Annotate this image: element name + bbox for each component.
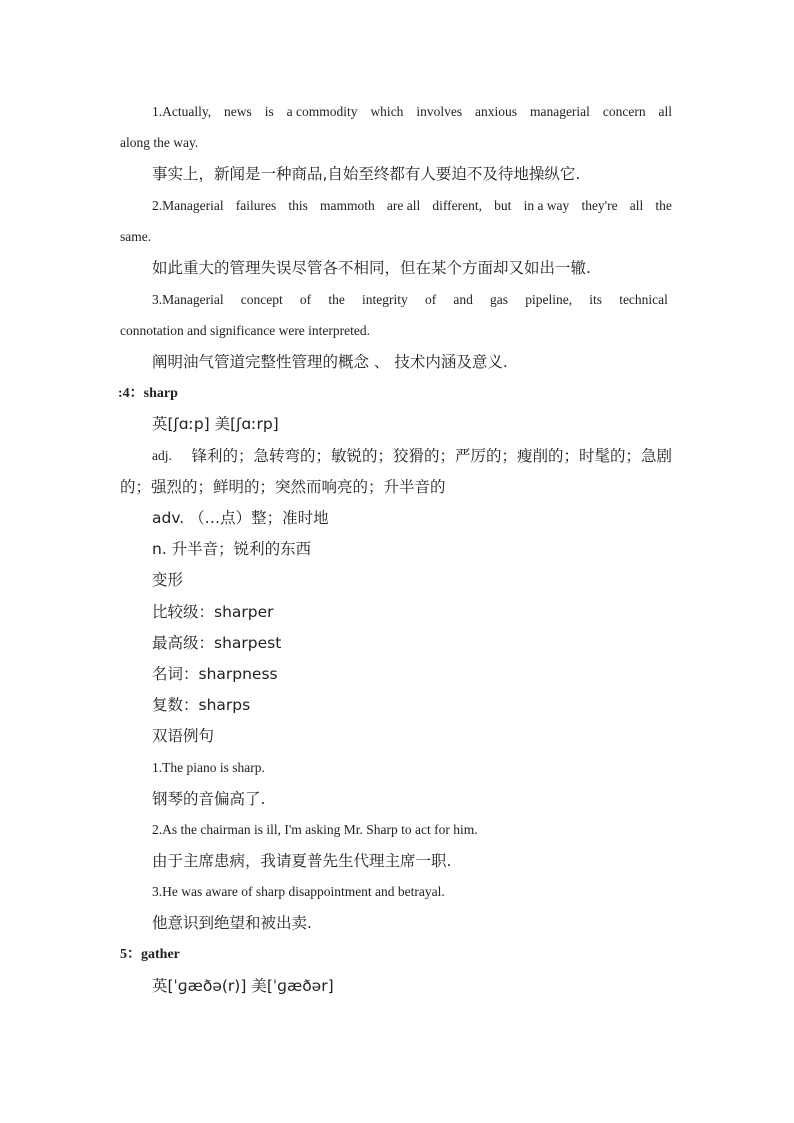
word: managerial <box>529 104 590 119</box>
word: mammoth <box>320 198 375 213</box>
word: all <box>658 104 672 119</box>
word: different, <box>432 198 483 213</box>
sentence-1-english-line-1 <box>152 103 672 121</box>
word: 2.Managerial <box>152 198 224 213</box>
pos-label: adj. <box>152 448 172 463</box>
heading-5-gather: 5：gather <box>120 947 180 962</box>
sentence-2-chinese: 如此重大的管理失误尽管各不相同，但在某个方面却又如出一辙. <box>152 259 591 277</box>
word: news <box>224 104 252 119</box>
sentence-2-english-line-1 <box>152 197 672 215</box>
word: 1.Actually, <box>152 104 212 119</box>
word: this <box>288 198 308 213</box>
sentence-3-english-line-2: connotation and significance were interpreted. <box>120 323 371 338</box>
example-3-chinese: 他意识到绝望和被出卖. <box>152 914 312 932</box>
sharp-adv: adv. （…点）整；准时地 <box>152 509 329 527</box>
example-1-chinese: 钢琴的音偏高了. <box>152 790 266 808</box>
word: technical <box>619 292 668 307</box>
word: the <box>655 198 672 213</box>
sentence-1-english-line-2: along the way. <box>120 135 199 150</box>
comparative: 比较级：sharper <box>152 603 274 621</box>
sentence-2-english-line-2: same. <box>120 229 152 244</box>
word: involves <box>416 104 463 119</box>
word: and <box>453 292 473 307</box>
word: failures <box>235 198 277 213</box>
definition: 锋利的；急转弯的；敏锐的；狡猾的；严厉的；瘦削的；时髦的；急剧 <box>191 447 672 465</box>
word: the <box>328 292 345 307</box>
word: they're <box>581 198 618 213</box>
word: concept <box>240 292 283 307</box>
sharp-adj-line-2: 的；强烈的；鲜明的；突然而响亮的；升半音的 <box>120 478 446 496</box>
example-1-english: 1.The piano is sharp. <box>152 760 265 775</box>
example-2-english: 2.As the chairman is ill, I'm asking Mr. Sharp to act for him. <box>152 822 478 837</box>
word: pipeline, <box>525 292 573 307</box>
word: in a way <box>523 198 570 213</box>
word: are all <box>386 198 421 213</box>
word: which <box>370 104 404 119</box>
word: all <box>629 198 644 213</box>
example-3-english: 3.He was aware of sharp disappointment and betrayal. <box>152 884 445 899</box>
word: anxious <box>475 104 518 119</box>
sharp-phonetics: 英[ʃɑːp] 美[ʃɑːrp] <box>152 415 279 433</box>
sentence-3-english-line-1 <box>152 291 668 309</box>
superlative: 最高级：sharpest <box>152 634 282 652</box>
sharp-noun-def: n. 升半音；锐利的东西 <box>152 540 312 558</box>
word: of <box>299 292 312 307</box>
noun-form: 名词：sharpness <box>152 665 278 683</box>
word: a commodity <box>286 104 358 119</box>
plural-form: 复数：sharps <box>152 696 251 714</box>
word: 3.Managerial <box>152 292 224 307</box>
word: integrity <box>362 292 408 307</box>
inflections-heading: 变形 <box>152 571 184 589</box>
bilingual-examples-heading: 双语例句 <box>152 727 215 745</box>
sharp-adj-line-1 <box>152 447 672 465</box>
heading-4-sharp: :4：sharp <box>118 386 178 401</box>
word: concern <box>602 104 646 119</box>
word: its <box>589 292 603 307</box>
example-2-chinese: 由于主席患病，我请夏普先生代理主席一职. <box>152 852 452 870</box>
word: of <box>424 292 437 307</box>
word: but <box>494 198 512 213</box>
gather-phonetics: 英[ˈɡæðə(r)] 美[ˈɡæðər] <box>152 977 334 995</box>
sentence-3-chinese: 阐明油气管道完整性管理的概念 、 技术内涵及意义. <box>152 353 508 371</box>
sentence-1-chinese: 事实上，新闻是一种商品,自始至终都有人要迫不及待地操纵它. <box>152 165 581 183</box>
word: is <box>264 104 274 119</box>
word: gas <box>490 292 509 307</box>
